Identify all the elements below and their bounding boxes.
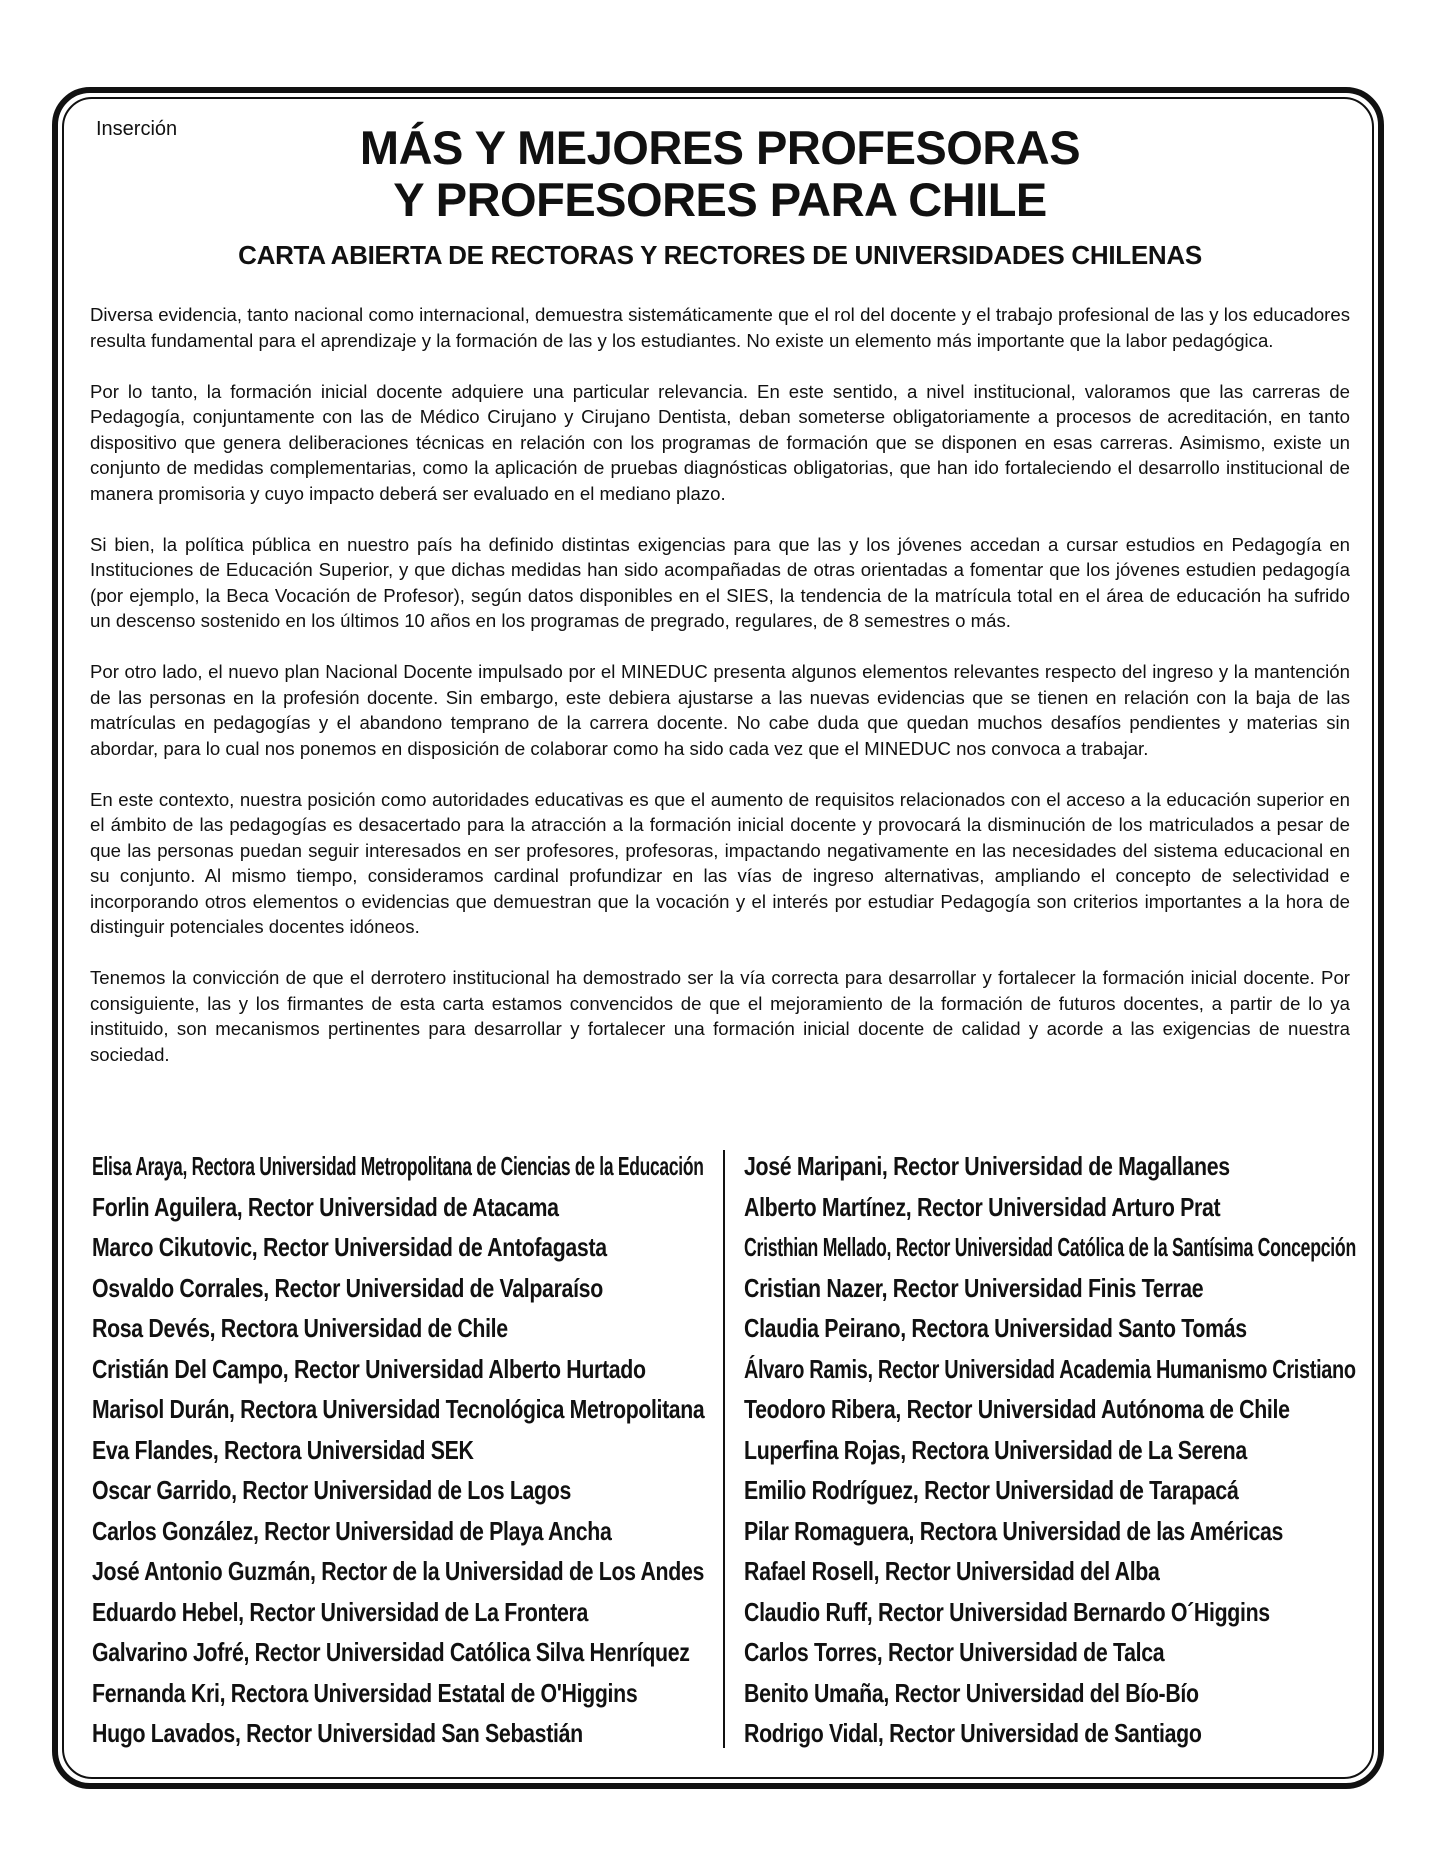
signatory: Luperfina Rojas, Rectora Universidad de La Serena [744, 1434, 1247, 1465]
signatory: Carlos Torres, Rector Universidad de Talca [744, 1637, 1165, 1667]
paragraph-1: Diversa evidencia, tanto nacional como internacional, demuestra sistemáticamente que el rol del docente y el trabajo profesional de las y los educadores resulta fundamental para el aprendizaje y la formación de las y los estudiantes. No existe un elemento más importante que la labor pedagógica. [90, 304, 1350, 351]
signatory: Alberto Martínez, Rector Universidad Arturo Prat [744, 1191, 1221, 1222]
title-line-2: Y PROFESORES PARA CHILE [393, 173, 1047, 226]
signatory: Forlin Aguilera, Rector Universidad de Atacama [92, 1191, 559, 1222]
signatory: Teodoro Ribera, Rector Universidad Autónoma de Chile [744, 1394, 1290, 1424]
signatory: Cristian Nazer, Rector Universidad Finis Terrae [744, 1272, 1204, 1303]
signatory: Álvaro Ramis, Rector Universidad Academia Humanismo Cristiano [744, 1353, 1356, 1384]
signatory: Marisol Durán, Rectora Universidad Tecnológica Metropolitana [92, 1394, 705, 1424]
signatory: Benito Umaña, Rector Universidad del Bío-Bío [744, 1677, 1199, 1708]
signatory: José Antonio Guzmán, Rector de la Universidad de Los Andes [92, 1556, 705, 1586]
signatory: Osvaldo Corrales, Rector Universidad de Valparaíso [92, 1272, 603, 1303]
paragraph-2: Por lo tanto, la formación inicial docente adquiere una particular relevancia. En este sentido, a nivel institucional, valoramos que las carreras de Pedagogía, conjuntamente con las de Médico Cirujano y Cirujano Dentista, deban someterse obligatoriamente a procesos de acreditación, en tanto dispositivo que genera deliberaciones técnicas en relación con los programas de formación que se disponen en esas carreras. Asimismo, existe un conjunto de medidas complementarias, como la aplicación de pruebas diagnósticas obligatorias, que han ido fortaleciendo el desarrollo institucional de manera promisoria y cuyo impacto deberá ser evaluado en el mediano plazo. [90, 380, 1350, 504]
title-line-1: MÁS Y MEJORES PROFESORAS [359, 121, 1081, 174]
signatory: Cristhian Mellado, Rector Universidad Católica de la Santísima Concepción [744, 1232, 1356, 1262]
signatories-left-column [92, 1146, 712, 1754]
insertion-tag: Inserción [96, 118, 178, 140]
signatory: Cristián Del Campo, Rector Universidad Alberto Hurtado [92, 1353, 646, 1384]
paragraph-6: Tenemos la convicción de que el derrotero institucional ha demostrado ser la vía correcta para desarrollar y fortalecer la formación inicial docente. Por consiguiente, las y los firmantes de esta carta estamos convencidos de que el mejoramiento de la formación de futuros docentes, a partir de lo ya instituido, son mecanismos pertinentes para desarrollar y fortalecer una formación inicial docente de calidad y acorde a las exigencias de nuestra sociedad. [90, 967, 1350, 1065]
signatory: Carlos González, Rector Universidad de Playa Ancha [92, 1515, 612, 1546]
signatory: Eduardo Hebel, Rector Universidad de La Frontera [92, 1596, 589, 1627]
signatory: Claudio Ruff, Rector Universidad Bernardo O´Higgins [744, 1596, 1270, 1627]
page-subtitle: CARTA ABIERTA DE RECTORAS Y RECTORES DE UNIVERSIDADES CHILENAS [238, 240, 1202, 270]
signatory: Rodrigo Vidal, Rector Universidad de Santiago [744, 1718, 1202, 1748]
paragraph-5: En este contexto, nuestra posición como autoridades educativas es que el aumento de requisitos relacionados con el acceso a la educación superior en el ámbito de las pedagogías es desacertado para la atracción a la formación inicial docente y provocará la disminución de los matriculados a pesar de que las personas puedan seguir interesados en ser profesores, profesoras, impactando negativamente en las necesidades del sistema educacional en su conjunto. Al mismo tiempo, consideramos cardinal profundizar en las vías de ingreso alternativas, ampliando el concepto de selectividad e incorporando otros elementos o evidencias que demuestran que la vocación y el interés por estudiar Pedagogía son criterios importantes a la hora de distinguir potenciales docentes idóneos. [90, 788, 1350, 937]
signatory: Pilar Romaguera, Rectora Universidad de las Américas [744, 1515, 1284, 1546]
signatory: Elisa Araya, Rectora Universidad Metropolitana de Ciencias de la Educación [92, 1151, 704, 1181]
column-divider [723, 1150, 725, 1748]
page-title [0, 122, 1440, 226]
signatory: Marco Cikutovic, Rector Universidad de Antofagasta [92, 1232, 607, 1262]
signatory: Hugo Lavados, Rector Universidad San Sebastián [92, 1718, 583, 1748]
signatory: Galvarino Jofré, Rector Universidad Católica Silva Henríquez [92, 1637, 690, 1667]
letter-body [90, 302, 1350, 1093]
signatory: Eva Flandes, Rectora Universidad SEK [92, 1434, 474, 1465]
signatory: Oscar Garrido, Rector Universidad de Los Lagos [92, 1475, 571, 1505]
signatory: José Maripani, Rector Universidad de Magallanes [744, 1151, 1230, 1181]
signatory: Emilio Rodríguez, Rector Universidad de Tarapacá [744, 1475, 1239, 1505]
signatory: Rosa Devés, Rectora Universidad de Chile [92, 1313, 508, 1343]
signatory: Rafael Rosell, Rector Universidad del Alba [744, 1556, 1160, 1586]
signatory: Fernanda Kri, Rectora Universidad Estatal de O'Higgins [92, 1677, 638, 1708]
signatory: Claudia Peirano, Rectora Universidad Santo Tomás [744, 1313, 1247, 1343]
paragraph-4: Por otro lado, el nuevo plan Nacional Docente impulsado por el MINEDUC presenta algunos elementos relevantes respecto del ingreso y la mantención de las personas en la profesión docente. Sin embargo, este debiera ajustarse a las nuevas evidencias que se tienen en relación con la baja de las matrículas en pedagogías y el abandono temprano de la carrera docente. No cabe duda que quedan muchos desafíos pendientes y materias sin abordar, para lo cual nos ponemos en disposición de colaborar como ha sido cada vez que el MINEDUC nos convoca a trabajar. [90, 661, 1350, 759]
signatories-right-column [744, 1146, 1364, 1754]
paragraph-3: Si bien, la política pública en nuestro país ha definido distintas exigencias para que las y los jóvenes accedan a cursar estudios en Pedagogía en Instituciones de Educación Superior, y que dichas medidas han sido acompañadas de otras orientadas a fomentar que los jóvenes estudien pedagogía (por ejemplo, la Beca Vocación de Profesor), según datos disponibles en el SIES, la tendencia de la matrícula total en el área de educación ha sufrido un descenso sostenido en los últimos 10 años en los programas de pregrado, regulares, de 8 semestres o más. [90, 533, 1350, 631]
